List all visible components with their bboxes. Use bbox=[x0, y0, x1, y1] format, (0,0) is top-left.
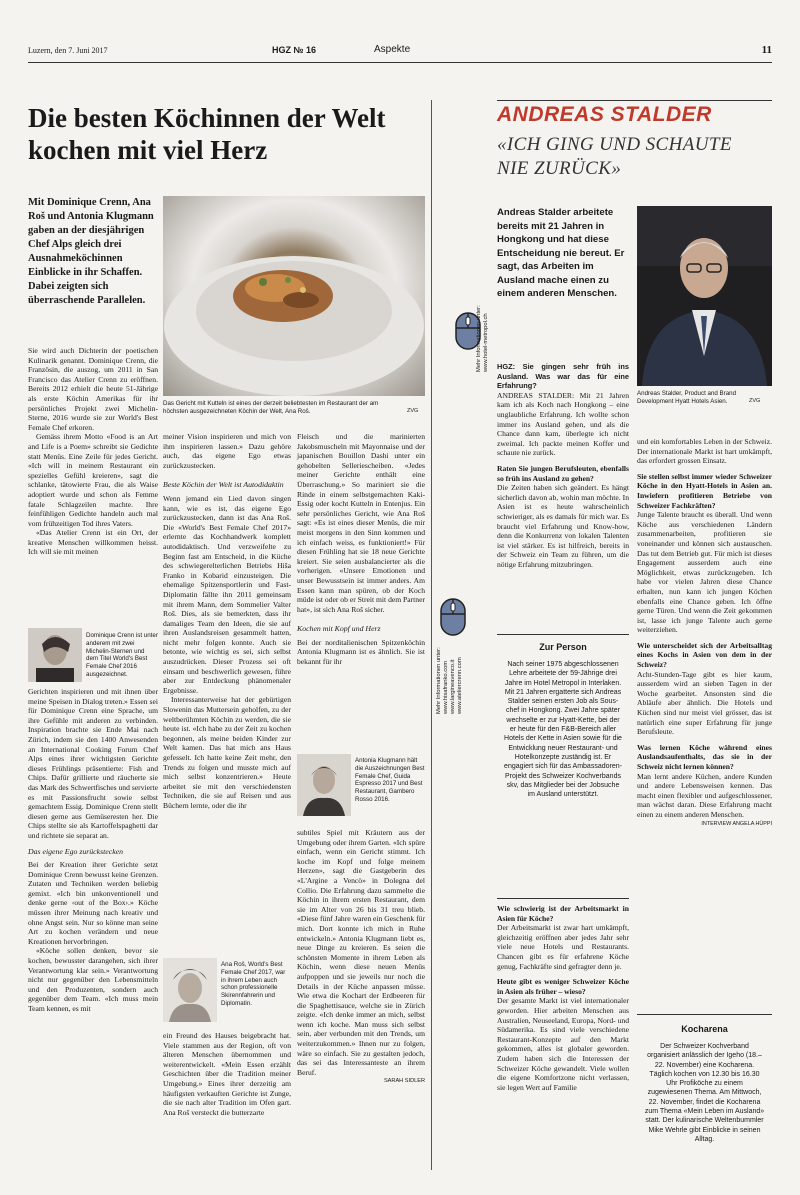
article-column-1b bbox=[28, 687, 158, 1014]
subhead: Kochen mit Kopf und Herz bbox=[297, 624, 381, 634]
dish-photo-graphic bbox=[163, 196, 425, 396]
subhead: Beste Köchin der Welt ist Autodidaktin bbox=[163, 480, 284, 490]
header-rule bbox=[28, 62, 772, 63]
dish-photo bbox=[163, 196, 425, 396]
paragraph: Interessanterweise hat der gebürtigen Slowenin das Muttersein geholfen, zu der weltberühmten Köchin zu werden, die sie heute ist. «Ich habe zu der Zeit zu kochen begonnen, als meine beiden Kinder zur Welt kamen. Das hat mich ans Haus gefesselt. Ich hatte keine Zeit mehr, den Trends zu folgen und musste mich auf mich selbst konzentrieren.» Heute arbeitet sie mit den verschiedensten Techniken, die sie auf Reisen und aus Büchern lernte, oder die ihr bbox=[163, 695, 291, 810]
link-label: Mehr Informationen unter: bbox=[476, 305, 482, 372]
paragraph: «Köche sollen denken, bevor sie kochen, bewusster darangehen, sich ihrer Verantwortung klar sein.» Verantwortung nicht nur gegenüber den Lebensmitteln und den Produzenten, sondern auch gegenüber dem Team. «Ich muss mein Team kennen, es mit bbox=[28, 946, 158, 1013]
answer: Der Arbeitsmarkt ist zwar hart umkämpft, gleichzeitig eröffnen aber jedes Jahr sehr viele neue Hotels und Restaurants. Chancen gibt es für erfahrene Köche genug, Fachkräfte sind gefragter denn je. bbox=[497, 923, 629, 971]
page-number: 11 bbox=[761, 44, 772, 56]
paragraph: meiner Vision inspirieren und mich von ihm inspirieren lassen.» Dazu gehöre auch, das eigene Ego etwas zurückzustecken. bbox=[163, 432, 291, 470]
right-top-rule bbox=[497, 100, 772, 101]
paragraph: Bei der Kreation ihrer Gerichte setzt Dominique Crenn bewusst keine Grenzen. Zutaten und Techniken werden beliebig gemixt. «Ich bin unkonventionell und denke gerne ‹out of the Box›.» Köche müssen ihrer Meinung nach kreativ und ohne Angst sein. Nur so könne man seine Art zu kochen verändern und neue Kreationen hervorbringen. bbox=[28, 860, 158, 946]
link-url[interactable]: www.hisafranko.com bbox=[443, 660, 449, 714]
answer: Der gesamte Markt ist viel internationaler geworden. Hier arbeiten Menschen aus Australien, Neuseeland, Europa, Nord- und Südamerika. Es sind viele verschiedene Restaurant-Konzepte auf den Markt gekommen, alles ist globaler geworden. Zudem haben sich die Interessen der Schweizer Köche gewandelt. Viele wollen die eigene Komfortzone nicht verlassen, sie legen Wert auf Familie bbox=[497, 996, 629, 1092]
link-block-1 bbox=[476, 172, 496, 372]
dish-photo-caption: Das Gericht mit Kutteln ist eines der derzeit beliebtesten im Restaurant der am höchsten ausgezeichneten Köchin der Welt, Ana Roš. bbox=[163, 400, 379, 415]
question: HGZ: Sie gingen sehr früh ins Ausland. Was war das für eine Erfahrung? bbox=[497, 362, 629, 391]
paragraph: subtiles Spiel mit Kräutern aus der Umgebung oder ihrem Garten. «Ich spüre einfach, wenn ein Gericht stimmt. Ich koche im Kopf und folge meinem Herzen», sagt die Gastgeberin des «L'Argine a Vencò» in Dolegna del Collio. Die Erfahrung dazu sammelte die Köchin in ihrem ersten Restaurant, dem sie im Alter von 26 bis 31 treu blieb. «Diese fünf Jahre waren ein Geschenk für mich. Dort konnte ich mich in Ruhe entwickeln.» Antonia Klugmann liebt es, neue Dinge zu kreieren. Es seien die schönsten Momente in ihrem Leben als Köchin, wenn diese neuen Menüs aufpoppen und sie jeweils nur noch die Details in der Küche anpassen müsse. Wie etwa die Kochart der Erdbeeren für die Spaghettisauce, welche sie in Zürich zeigte. «Ich denke immer an mich, selbst wenn ich koche. Man muss sich selbst sein, aber verbunden mit den Trends, um weiterzukommen.» Ihnen nur zu folgen, wäre so einfach. Sie zu gestalten jedoch, das sei das Interessanteste an ihrem Beruf. bbox=[297, 828, 425, 1077]
question: Was lernen Köche während eines Auslandsaufenthalts, das sie in der Schweiz nicht lernen können? bbox=[637, 742, 772, 771]
link-label: Mehr Informationen unter: bbox=[436, 647, 442, 714]
kocharena-title: Kocharena bbox=[681, 1024, 728, 1034]
header-section: Aspekte bbox=[374, 44, 411, 55]
author-credit: SARAH SIDLER bbox=[383, 1078, 425, 1085]
stalder-portrait bbox=[637, 206, 772, 386]
page-header bbox=[28, 44, 772, 64]
link-url[interactable]: www.ateliercrenn.com bbox=[457, 657, 463, 714]
kocharena-text: Der Schweizer Kochverband organisiert anlässlich der Igeho (18.–22. November) eine Kocharena. Täglich kochen von 12.30 bis 16.30 Uhr Profiköche zu einem zugewiesenen Thema. Am Mittwoch, 22. November, findet die Kocharena zum Thema «Mein Leben im Ausland» statt. Der kulinarische Weltenbummler Mike Wehrle gibt Einblicke in seinen Alltag. bbox=[644, 1043, 765, 1143]
interview-quote: «ICH GING UND SCHAUTE NIE ZURÜCK» bbox=[497, 134, 732, 179]
klugmann-caption: Antonia Klugmann hält die Auszeichnungen Best Female Chef, Guida Espresso 2017 und Best Restaurant, Gambero Rosso 2016. bbox=[355, 757, 425, 803]
paragraph: Sie wird auch Dichterin der poetischen Kulinarik genannt. Dominique Crenn, die Französin, die auszog, um 2011 in San Francisco das Atelier Crenn zu eröffnen. Bereits 2012 erhielt die heute 51-Jährige als erste Köchin Amerikas für ihr persönliches Projekt zwei Michelin-Sterne, 2016 wurde sie zur World's Best Female Chef erkoren. bbox=[28, 346, 158, 432]
stalder-caption: Andreas Stalder, Product and Brand Development Hyatt Hotels Asien. bbox=[637, 390, 737, 405]
article-column-2a bbox=[163, 432, 291, 811]
link-url[interactable]: www.largineavenco.it bbox=[450, 659, 456, 714]
dish-photo-credit: ZVG bbox=[407, 408, 419, 414]
interviewee-name: ANDREAS STALDER bbox=[497, 103, 712, 126]
interview-column-a2 bbox=[497, 904, 629, 1092]
zur-person-text: Nach seiner 1975 abgeschlossenen Lehre arbeitete der 59-Jährige drei Jahre im Hotel Metropol in Interlaken. Mit 21 Jahren ergatterte sich Andreas Stalder seinen ersten Job als Sous-chef in Hongkong. Zwei Jahre später wechselte er zur Hyatt-Kette, bei der er heute für den F&B-Bereich aller Hotels der Kette in Asien sowie für die Entwicklung neuer Restaurant- und Hotelkonzepte zuständig ist. Er engagiert sich für das Ambassadoren-Projekt des Schweizer Kochverbands skv, das Mitglieder bei der Jobsuche im Ausland unterstützt. bbox=[504, 661, 622, 799]
subhead: Das eigene Ego zurückstecken bbox=[28, 846, 124, 856]
answer: ANDREAS STALDER: Mit 21 Jahren kam ich als Koch nach Hongkong – eine unglaubliche Erfahrung. Ich wollte schon immer ins Ausland gehen, und als die Chance dann kam, überlegte ich nicht zweimal. Ich packte meinen Koffer und schaute nie zurück. bbox=[497, 390, 629, 458]
zur-person-rule bbox=[497, 634, 629, 635]
headline: Die besten Köchinnen der Welt kochen mit viel Herz bbox=[28, 103, 386, 165]
stalder-credit: ZVG bbox=[749, 398, 761, 404]
paragraph: Fleisch und die marinierten Jakobsmuscheln mit Mayonnaise und der japanischen Bouillon Dashi unter ein gehobelten Selleriescheiben. «Jedes meiner Gerichte enthält eine Überraschung.» So mariniert sie die Rinde in einem selbstgemachten Kaki-Essig oder kocht Kutteln in Entenjus. Ein sehr persönliches Gericht, wie Ana Roš sagt: «Es ist eines dieser Menüs, die mir meist morgens in den Sinn kommen und ich einfach weiss, es funktioniert!» Für diesen Frühling hat sie 18 neue Gerichte kreiert. Sie seien ausbalancierter als die vorherigen. «Unsere Emotionen und unser Bewusstsein ist immer anders. Am Essen kann man spüren, ob der Koch müde ist oder ob er Streit mit dem Partner hat», ist sich Ana Roš sicher. bbox=[297, 432, 425, 614]
ros-caption: Ana Roš, World's Best Female Chef 2017, war in ihrem Leben auch schon professionelle Skirennfahrerin und Diplomatin. bbox=[221, 961, 286, 1007]
interview-credit: INTERVIEW ANGELA HÜPPI bbox=[701, 820, 772, 827]
question: Wie schwierig ist der Arbeitsmarkt in Asien für Köche? bbox=[497, 904, 629, 923]
paragraph: Wenn jemand ein Lied davon singen kann, wie es ist, das eigene Ego zurückzustecken, dann ist das Ana Roš. Die «World's Best Female Chef 2017» erlernte das Kochhandwerk komplett autodidaktisch. Und verzweifelte zu Beginn fast am Entscheid, in die Küche des schwiegerelterlichen Betriebs Hiša Franko in Kobarid einzusteigen. Die ehemalige Spitzensportlerin und Fast-Diplomatin fällte ihn 2011 gemeinsam mit ihrem Mann, dem Sommelier Valter Roš. Dies, als sie bemerkten, dass ihr damaliges Team den Ideen, die sie auf ihren Auslandsreisen gesammelt hatten, nicht mehr folgen konnte. Auch sie betonte, wie wichtig es sei, sich selbst auszudrücken. Dieser Prozess sei oft einsam und beschwerlich gewesen, führe aber zur Entdeckung phänomenaler Ergebnisse. bbox=[163, 493, 291, 695]
crenn-caption: Dominique Crenn ist unter anderem mit zwei Michelin-Sternen und dem Titel World's Best Female Chef 2016 ausgezeichnet. bbox=[86, 632, 158, 678]
klugmann-portrait-graphic bbox=[297, 754, 351, 816]
answer: Junge Talente braucht es überall. Und wenn Köche aus verschiedenen Ländern zusammenarbeiten, profitieren sie voneinander und können sich austauschen. Das tut dem Betrieb gut. Für mich ist dieses Engagement ausserdem auch eine Möglichkeit, etwas zurückzugeben. Ich habe vor vielen Jahren diese Chance erhalten, nun kann ich jungen Köchen ebenfalls eine Chance geben. Ich öffne gerne Türen. Und wenn die Zeit gekommen ist, lasse ich junge Talente auch gerne weiterziehen. bbox=[637, 510, 772, 635]
crenn-portrait bbox=[28, 628, 82, 682]
paragraph: Bei der norditalienischen Spitzenköchin Antonia Klugmann ist es ähnlich. Sie ist bekannt für ihr bbox=[297, 637, 425, 667]
paragraph: ein Freund des Hauses beigebracht hat. Viele stammen aus der Region, oft von älteren Menschen übernommen und weiterentwickelt. «Mein Essen erzählt Geschichten über die Tradition meiner Umgebung.» Eines ihrer derzeitig am häufigsten verkauften Gerichte ist Zunge, die sie nach alter Tradition im Ofen gart. Ana Roš versteckt die butterzarte bbox=[163, 1031, 291, 1117]
crenn-portrait-graphic bbox=[28, 628, 82, 682]
article-column-2b bbox=[163, 1031, 291, 1117]
stalder-portrait-graphic bbox=[637, 206, 772, 386]
klugmann-portrait bbox=[297, 754, 351, 816]
article-column-3b bbox=[297, 828, 425, 1086]
zur-person-title: Zur Person bbox=[539, 642, 587, 652]
column-separator bbox=[431, 100, 432, 1170]
interview-column-a bbox=[497, 362, 629, 569]
question: Raten Sie jungen Berufsleuten, ebenfalls so früh ins Ausland zu gehen? bbox=[497, 463, 629, 483]
header-date: Luzern, den 7. Juni 2017 bbox=[28, 46, 108, 55]
question: Sie stellen selbst immer wieder Schweizer Köche in den Hyatt-Hotels in Asien an. Inwiefern profitieren Betriebe von Schweizer Fachkräften? bbox=[637, 471, 772, 510]
paragraph: «Das Atelier Crenn ist ein Ort, der kreative Menschen willkommen heisst. Ich will sie mit meinen bbox=[28, 528, 158, 557]
link-url[interactable]: www.hotel-metropol.ch bbox=[483, 313, 489, 372]
ros-portrait-graphic bbox=[163, 958, 217, 1022]
zur-person-bottom-rule bbox=[497, 898, 629, 899]
answer: und ein komfortables Leben in der Schweiz. Der internationale Markt ist hart umkämpft, das erfordert grossen Einsatz. bbox=[637, 437, 772, 466]
interview-lead: Andreas Stalder arbeitete bereits mit 21 Jahren in Hongkong und hat diese Entscheidung nie bereut. Er sagt, das Arbeiten im Ausland mache einen zu einem anderen Menschen. bbox=[497, 207, 625, 299]
paragraph: Gerichten inspirieren und mit ihnen über meine Speisen in Dialog treten.» Essen sei für Dominique Crenn eine Sprache, um ihre Gefühle mit anderen zu verbinden. Inspiration brachte sie Ende Mai nach Zürich, indem sie den 1400 Anwesenden an International Cooking Forum Chef Alps eines ihrer wichtigsten Gerichte dieses Frühlings präsentierte: Fish and Chips. Dafür grillierte und räucherte sie das Mark des Schwertfisches und servierte es mit Passionsfrucht sowie selbst gemachtem Essig. Dominique Crenn stellt diesen gerne aus Gemüseresten her. Die Chips stellte sie als Kartoffelspaghetti dar und richtete sie separat an. bbox=[28, 687, 158, 840]
answer: Die Zeiten haben sich geändert. Es hängt sicherlich davon ab, wohin man möchte. In Asien ist es heute wahrscheinlich schwieriger, als es damals für mich war. Es braucht viel Erfahrung und Know-how, denn die Konkurrenz von lokalen Talenten ist viel stärker. Es ist hilfreich, bereits in der Schweiz ein Team zu führen, um die nötige Erfahrung mitzubringen. bbox=[497, 483, 629, 569]
interview-column-b bbox=[637, 437, 772, 828]
paragraph: Gemäss ihrem Motto «Food is an Art and Life is a Poem» schreibt sie Gedichte statt Menüs. Eine Zeile für jedes Gericht. «Ich will in meinem Restaurant ein spezielles Gefühl kreieren», sagt die schlanke, tätowierte Frau, die als Waise adoptiert wurde und schon als Femme fatale Schlagzeilen machte. Ihre feinfühligen Gedichte handeln auch mal vom frühzeitigen Tod ihres Vaters. bbox=[28, 432, 158, 528]
header-issue: HGZ № 16 bbox=[272, 45, 317, 55]
article-column-1a bbox=[28, 346, 158, 557]
kocharena-rule bbox=[637, 1014, 772, 1015]
article-column-3a bbox=[297, 432, 425, 667]
ros-portrait bbox=[163, 958, 217, 1022]
answer: Man lernt andere Küchen, andere Kunden und andere Lebensweisen kennen. Das macht einen flexibler und aufgeschlossener, man wächst daran. Diese Erfahrung macht einen zu einem anderen Menschen. bbox=[637, 771, 772, 819]
question: Wie unterscheidet sich der Arbeitsalltag eines Kochs in Asien von dem in der Schweiz? bbox=[637, 640, 772, 670]
question: Heute gibt es weniger Schweizer Köche in Asien als früher – wieso? bbox=[497, 977, 629, 996]
lead-text: Mit Dominique Crenn, Ana Roš und Antonia Klugmann gaben an der diesjährigen Chef Alps gleich drei Ausnahmeköchinnen Einblicke in ihr Schaffen. Dabei zeigten sich überraschende Parallelen. bbox=[28, 197, 154, 306]
answer: Acht-Stunden-Tage gibt es hier kaum, ausserdem wird an sieben Tagen in der Woche gearbeitet. Ansonsten sind die Abläufe aber ähnlich. Die Hotels und Küchen sind nur meist viel grösser, das ist natürlich eine super Erfahrung für junge Berufsleute. bbox=[637, 669, 772, 737]
link-block-2 bbox=[436, 614, 476, 714]
